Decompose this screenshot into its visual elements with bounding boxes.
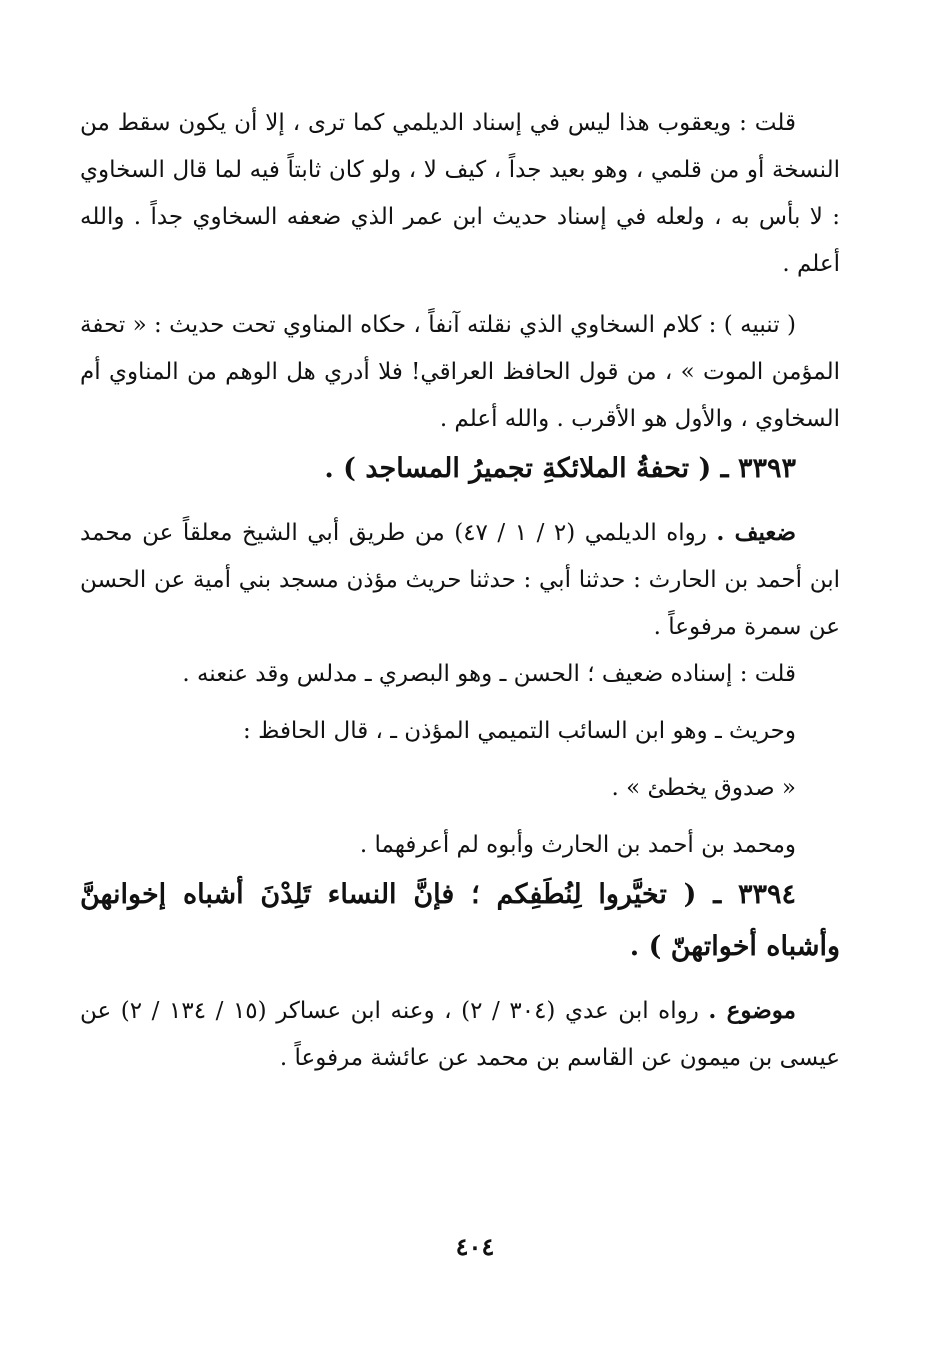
heading-dash: ـ: [711, 453, 738, 484]
hadith-number: ٣٣٩٣: [737, 453, 796, 484]
comment-line: قلت : إسناده ضعيف ؛ الحسن ـ وهو البصري ـ مدلس وقد عنعنه .: [182, 661, 796, 687]
source-text: رواه الديلمي (٢ / ١ / ٤٧) من طريق أبي الشيخ معلقاً عن محمد ابن أحمد بن الحارث : حدثنا أبي : حدثنا حريث مؤذن مسجد بني أمية عن الحسن عن سمرة مرفوعاً .: [80, 520, 840, 640]
hadith-grading-3394: [80, 987, 840, 1082]
quote-line: « صدوق يخطئ » .: [611, 775, 796, 801]
comment-line: ومحمد بن أحمد بن الحارث وأبوه لم أعرفهما .: [359, 832, 796, 858]
hadith-title: ( تحفةُ الملائكةِ تجميرُ المساجد ) .: [324, 453, 712, 484]
hadith-heading-3393: [80, 443, 840, 495]
heading-dash: ـ: [696, 879, 738, 910]
source-text: رواه ابن عدي (٣٠٤ / ٢) ، وعنه ابن عساكر (١٥ / ١٣٤ / ٢) عن عيسى بن ميمون عن القاسم بن محمد عن عائشة مرفوعاً .: [80, 998, 840, 1071]
comment-line: وحريث ـ وهو ابن السائب التميمي المؤذن ـ ، قال الحافظ :: [243, 718, 796, 744]
hadith-title: ( تخيَّروا لِنُطَفِكم ؛ فإنَّ النساء تَلِدْنَ أشباه إخوانهنَّ وأشباه أخواتهنّ ) .: [80, 879, 840, 962]
paragraph-note: ( تنبيه ) : كلام السخاوي الذي نقلته آنفاً ، حكاه المناوي تحت حديث : « تحفة المؤمن الموت » ، من قول الحافظ العراقي! فلا أدري هل الوهم من المناوي أم السخاوي ، والأول هو الأقرب . والله أعلم .: [80, 312, 840, 432]
ruling-label: ضعيف .: [716, 519, 797, 546]
paragraph-comment: قلت : ويعقوب هذا ليس في إسناد الديلمي كما ترى ، إلا أن يكون سقط من النسخة أو من قلمي ، وهو بعيد جداً ، كيف لا ، ولو كان ثابتاً فيه لما قال السخاوي : لا بأس به ، ولعله في إسناد حديث ابن عمر الذي ضعفه السخاوي جداً . والله أعلم .: [80, 110, 840, 277]
hadith-grading-3393: [80, 509, 840, 651]
page-body: [80, 100, 840, 1082]
page-number: ٤٠٤: [455, 1232, 495, 1261]
hadith-heading-3394: [80, 869, 840, 973]
hadith-number: ٣٣٩٤: [737, 879, 796, 910]
ruling-label: موضوع .: [708, 997, 796, 1024]
